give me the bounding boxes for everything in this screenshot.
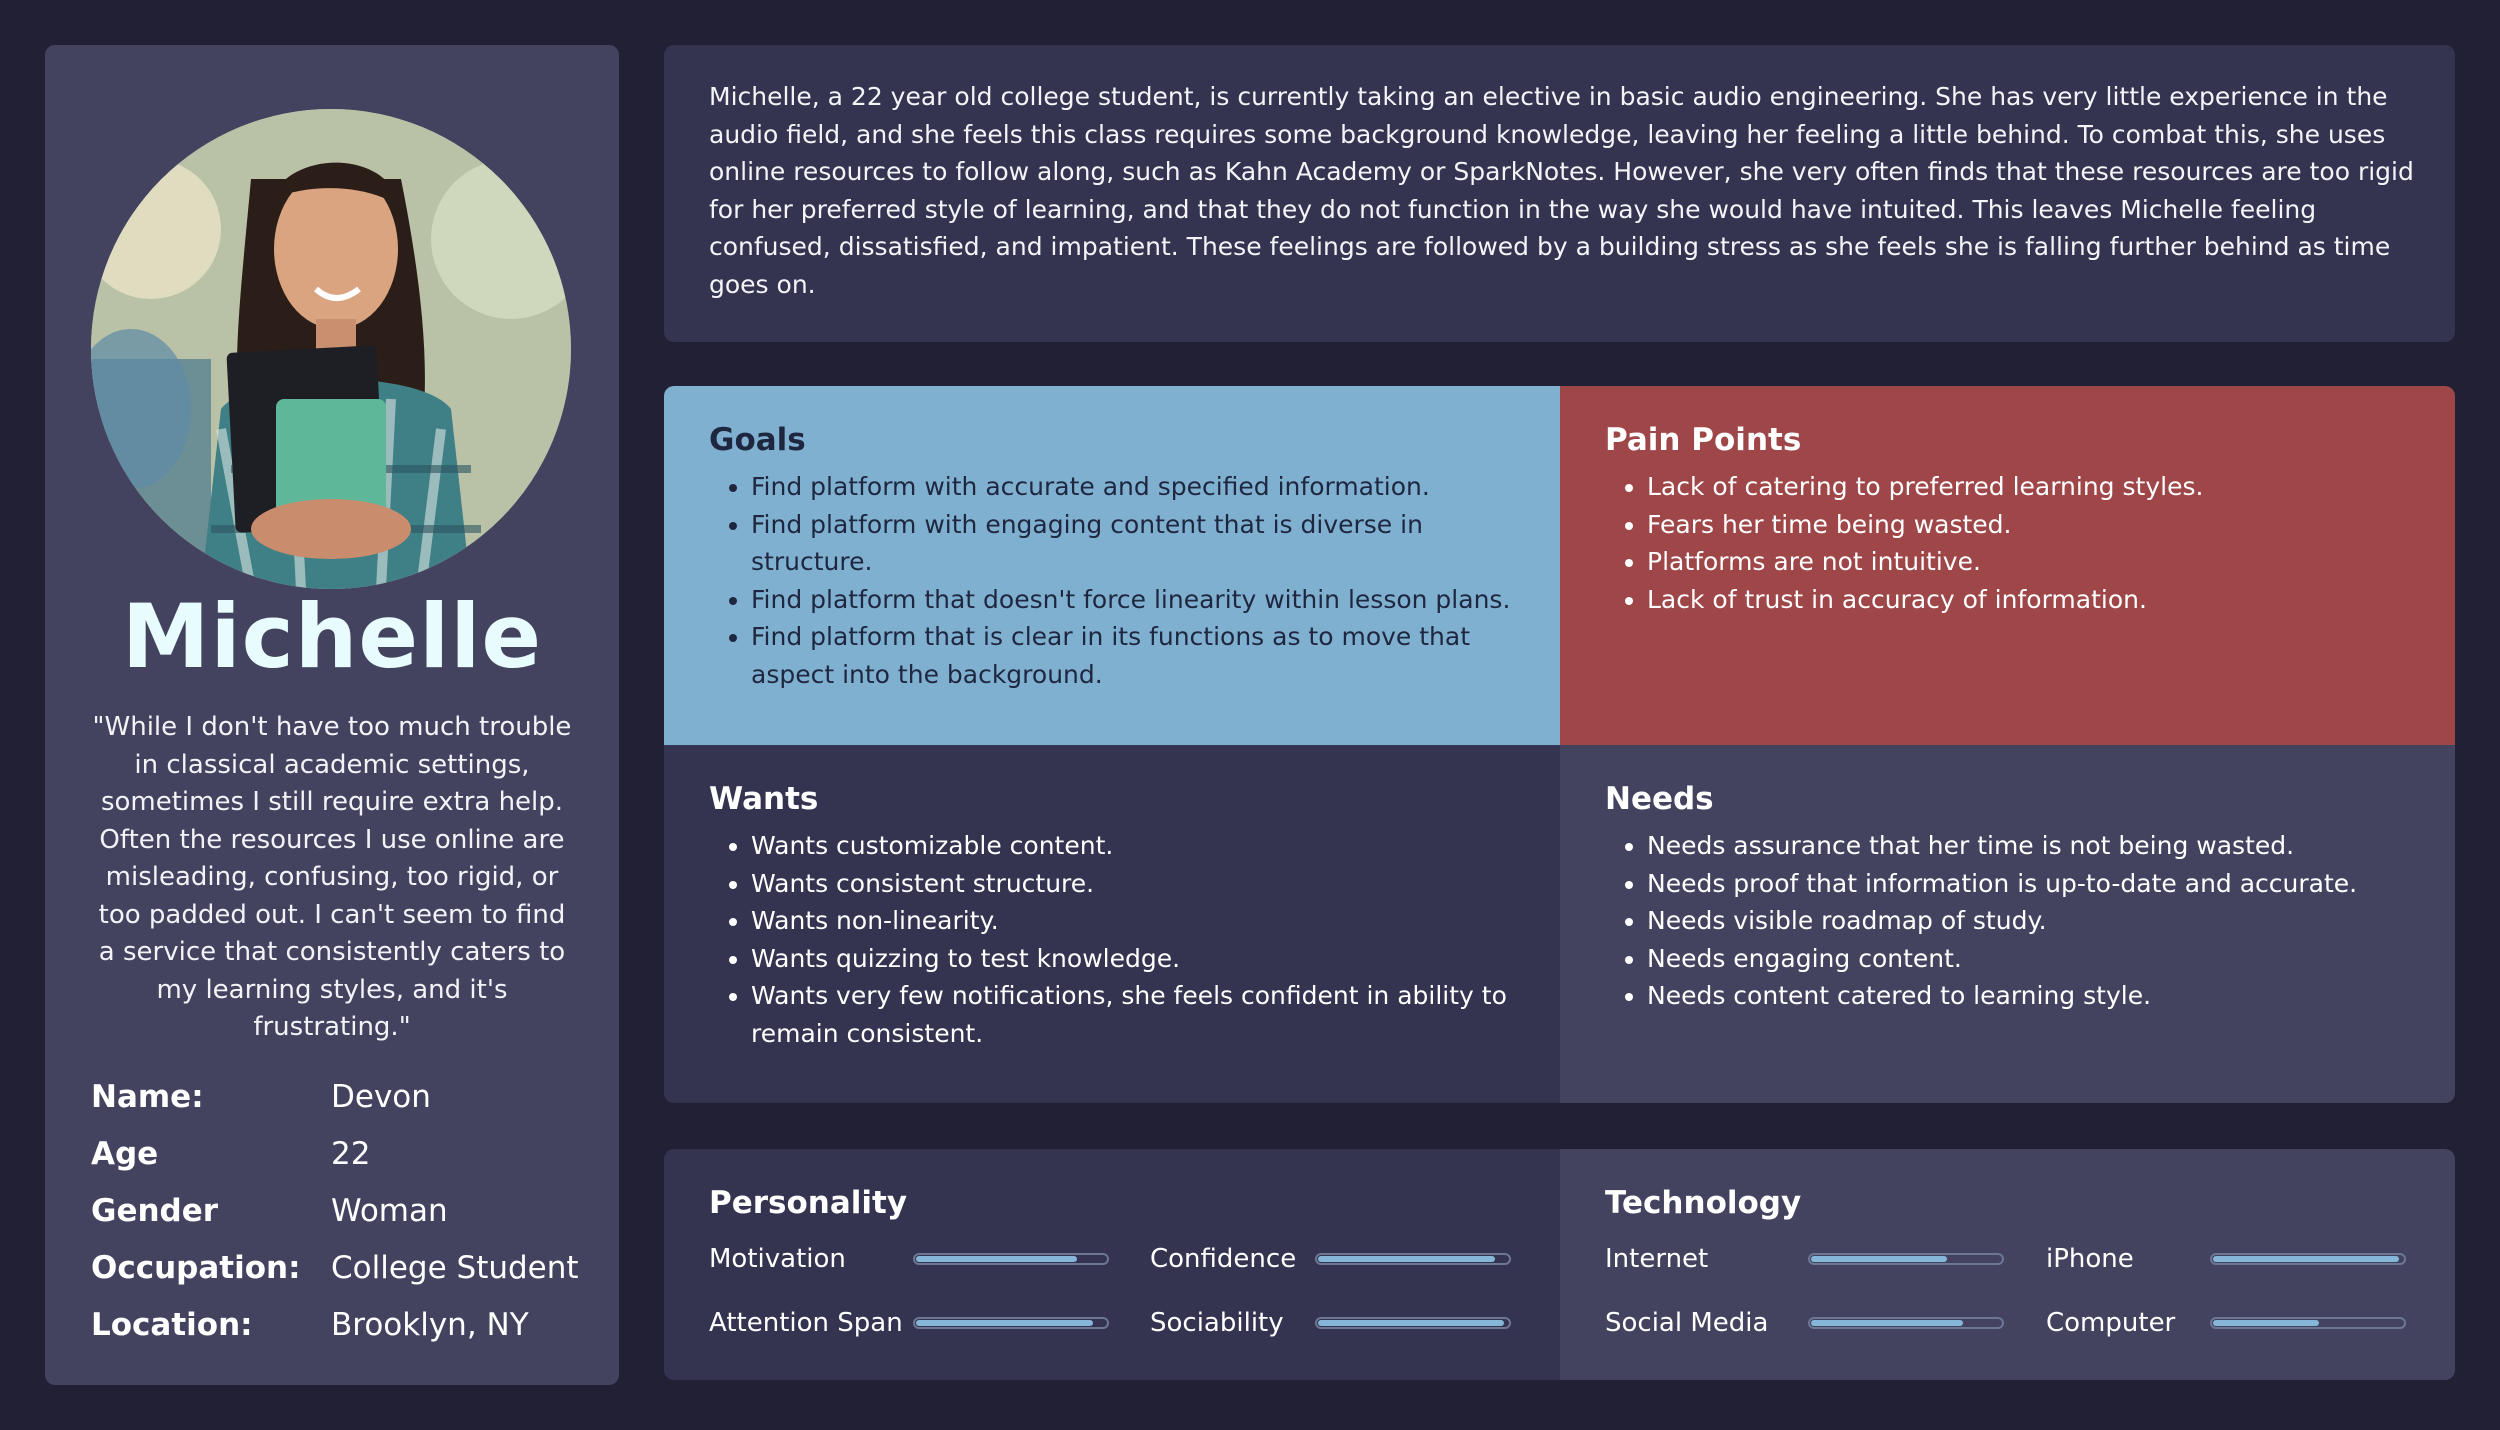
technology-title: Technology [1605,1185,1802,1221]
internet-bar [1808,1253,2004,1265]
list-item: • Find platform that is clear in its functions as to move that aspect into the background. [751,618,1511,693]
list-item: • Wants customizable content. [751,827,1511,865]
list-item: • Wants quizzing to test knowledge. [751,940,1511,978]
persona-sidebar [45,45,619,1385]
technology-panel [1560,1149,2455,1380]
list-item: • Lack of catering to preferred learning styles. [1647,468,2407,506]
iphone-bar [2210,1253,2406,1265]
info-value: Woman [331,1193,448,1229]
list-item: • Needs engaging content. [1647,940,2407,978]
bar-fill [1811,1320,1963,1326]
list-item: • Find platform that doesn't force linearity within lesson plans. [751,581,1511,619]
trait-label-attention-span: Attention Span [709,1308,903,1338]
trait-label-internet: Internet [1605,1244,1709,1274]
bar-fill [1318,1320,1504,1326]
list-item: • Fears her time being wasted. [1647,506,2407,544]
list-item: • Wants consistent structure. [751,865,1511,903]
personality-title: Personality [709,1185,908,1221]
bar-fill [2213,1256,2399,1262]
computer-bar [2210,1317,2406,1329]
info-label: Occupation: [91,1250,301,1286]
sociability-bar [1315,1317,1511,1329]
pain-points-title: Pain Points [1605,422,1802,458]
info-value: Devon [331,1079,431,1115]
pain-points-list [1605,468,2407,618]
info-label: Name: [91,1079,204,1115]
list-item: • Find platform with engaging content that is diverse in structure. [751,506,1511,581]
list-item: • Find platform with accurate and specified information. [751,468,1511,506]
attention-span-bar [913,1317,1109,1329]
persona-name: Michelle [121,585,543,688]
trait-label-social-media: Social Media [1605,1308,1769,1338]
info-label: Location: [91,1307,253,1343]
list-item: • Needs assurance that her time is not being wasted. [1647,827,2407,865]
list-item: • Lack of trust in accuracy of information. [1647,581,2407,619]
needs-list [1605,827,2407,1015]
wants-title: Wants [709,781,819,817]
list-item: • Needs visible roadmap of study. [1647,902,2407,940]
list-item: • Platforms are not intuitive. [1647,543,2407,581]
list-item: • Needs proof that information is up-to-date and accurate. [1647,865,2407,903]
goals-panel [664,386,1560,745]
bio-text: Michelle, a 22 year old college student, is currently taking an elective in basic audio engineering. She has very little experience in the audio field, and she feels this class requires some background knowledge, leaving her feeling a little behind. To combat this, she uses online resources to follow along, such as Kahn Academy or SparkNotes. However, she very often finds that these resources are too rigid for her preferred style of learning, and that they do not function in the way she would have intuited. This leaves Michelle feeling confused, dissatisfied, and impatient. These feelings are followed by a building stress as she feels she is falling further behind as time goes on. [709,82,2414,299]
persona-quote: "While I don't have too much trouble in classical academic settings, sometimes I still require extra help. Often the resources I use online are misleading, confusing, too rigid, or too padded out. I can't seem to find a service that consistently caters to my learning styles, and it's frustrating." [92,712,572,1042]
goals-list [709,468,1511,694]
trait-label-confidence: Confidence [1150,1244,1297,1274]
info-label: Gender [91,1193,219,1229]
trait-label-computer: Computer [2046,1308,2176,1338]
info-row-location [91,1307,591,1357]
wants-panel [664,745,1560,1103]
info-row-gender [91,1193,591,1243]
bar-fill [2213,1320,2319,1326]
personality-panel [664,1149,1560,1380]
info-label: Age [91,1136,159,1172]
social-media-bar [1808,1317,2004,1329]
bio-panel [664,45,2455,342]
list-item: • Wants non-linearity. [751,902,1511,940]
motivation-bar [913,1253,1109,1265]
trait-label-motivation: Motivation [709,1244,846,1274]
info-value: College Student [331,1250,579,1286]
bar-fill [1318,1256,1495,1262]
persona-photo [91,109,571,589]
info-value: 22 [331,1136,371,1172]
needs-panel [1560,745,2455,1103]
info-value: Brooklyn, NY [331,1307,529,1343]
list-item: • Wants very few notifications, she feels confident in ability to remain consistent. [751,977,1511,1052]
trait-label-sociability: Sociability [1150,1308,1284,1338]
goals-title: Goals [709,422,806,458]
wants-list [709,827,1511,1053]
bar-fill [916,1320,1093,1326]
bar-fill [1811,1256,1947,1262]
info-row-name [91,1079,591,1129]
needs-title: Needs [1605,781,1714,817]
info-row-occupation [91,1250,591,1300]
pain-points-panel [1560,386,2455,745]
info-row-age [91,1136,591,1186]
confidence-bar [1315,1253,1511,1265]
list-item: • Needs content catered to learning style. [1647,977,2407,1015]
bar-fill [916,1256,1077,1262]
trait-label-iphone: iPhone [2046,1244,2134,1274]
